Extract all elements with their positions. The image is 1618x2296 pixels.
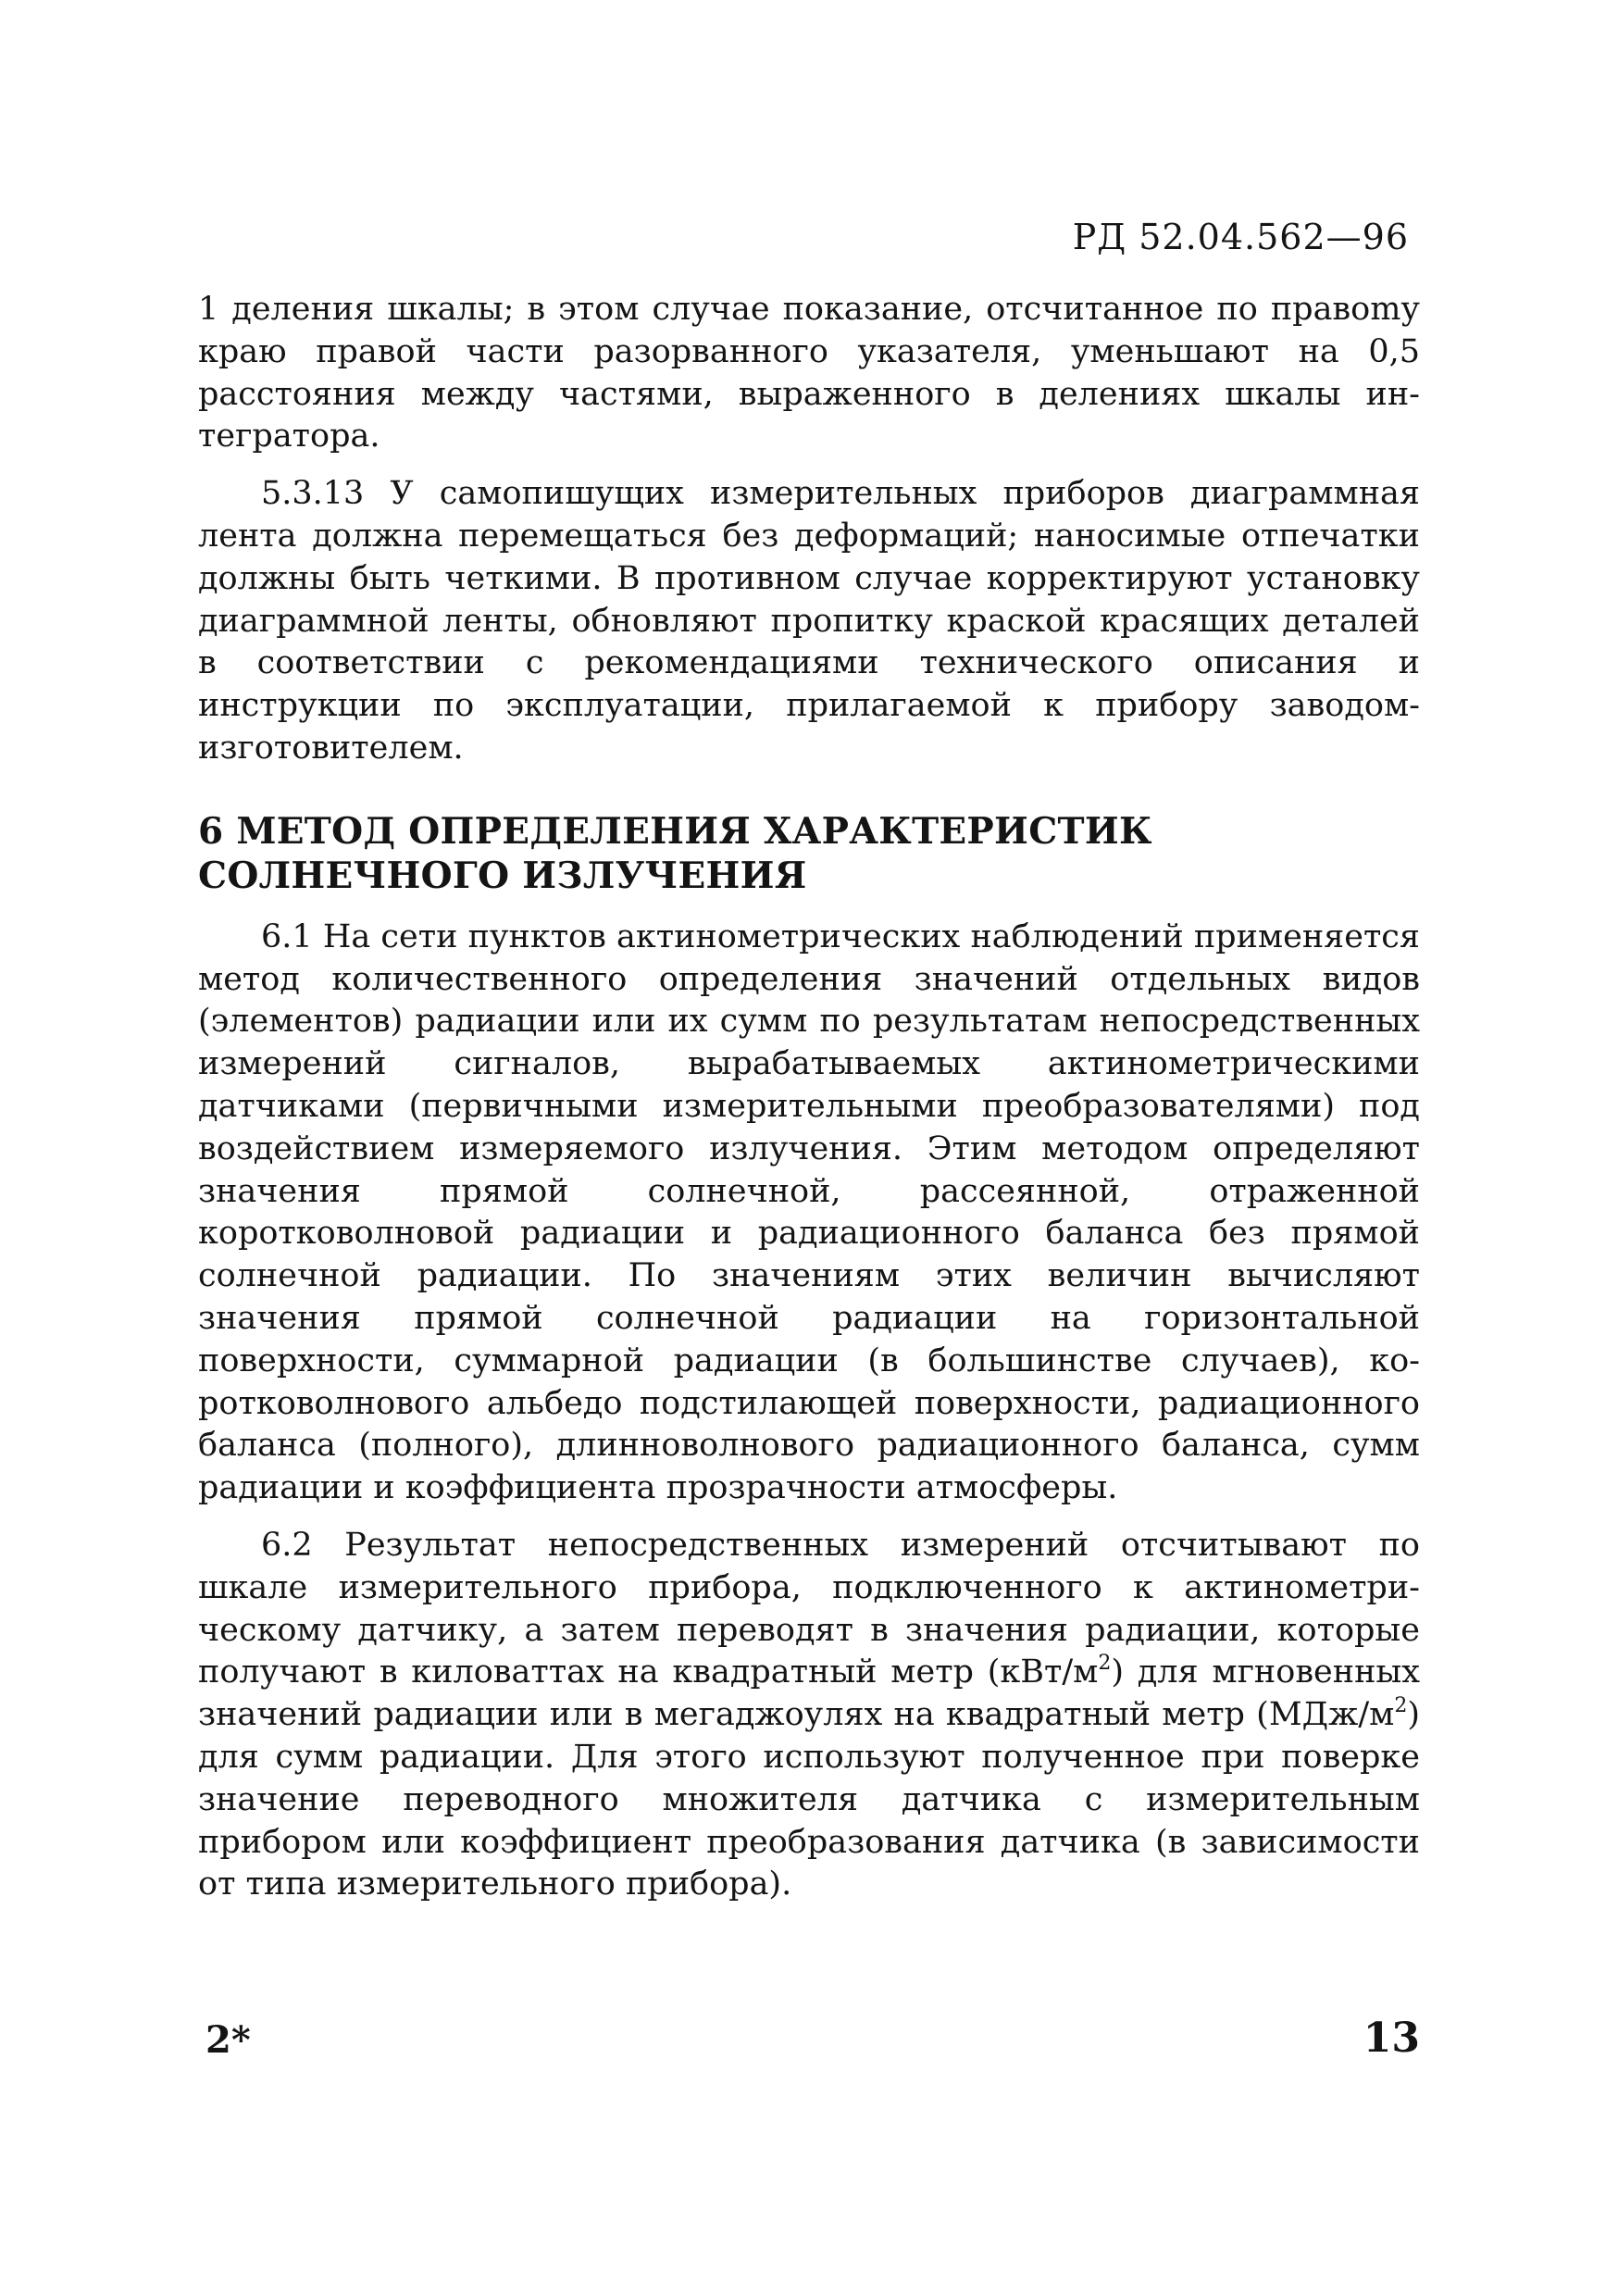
signature-mark: 2*	[205, 2018, 251, 2062]
document-code: РД 52.04.562—96	[1072, 217, 1409, 257]
paragraph-6-2-part-2: ) для мгновенных значений радиации или в мегаджоулях на квадратный метр (МДж/м	[198, 1653, 1420, 1734]
paragraph-6-2	[198, 1525, 1420, 1906]
superscript-square-1: 2	[1098, 1652, 1112, 1676]
paragraph-6-1: 6.1 На сети пунктов актинометрических наблюдений применяется метод количественного определения значений отдельных видов (элементов) радиации или их сумм по результатам непосредственных измерений сигналов, вырабатываемых актинометрическими датчиками (первичными измерительными преобразователями) под воздействием измеряемого излучения. Этим методом определяют значения прямой солнечной, рассеянной, отраженной коротковолновой радиации и радиационного баланса без прямой солнечной радиации. По значениям этих величин вычисляют значения прямой солнечной радиации на горизонтальной поверхности, суммарной радиации (в большинстве случаев), коротковолнового альбедо подстилающей поверхности, радиационного баланса (полного), длинноволнового радиационного баланса, сумм радиации и коэффициента прозрачности атмосферы.	[198, 917, 1420, 1507]
paragraph-6-2-part-1: 6.2 Результат непосредственных измерений отсчитывают по шкале измерительного прибора, подключенного к актинометрическому датчику, а затем переводят в значения радиации, которые получают в киловаттах на квадратный метр (кВт/м	[198, 1526, 1420, 1691]
superscript-square-2: 2	[1394, 1694, 1408, 1718]
paragraph-continuation: 1 деления шкалы; в этом случае показание, отсчитанное по правоmу краю правой части разорванного указателя, уменьшают на 0,5 расстояния между частями, выраженного в делениях шкалы интегратора.	[198, 291, 1420, 455]
section-6-heading	[198, 809, 1420, 898]
paragraph-6-2-part-3: ) для сумм радиации. Для этого используют полученное при поверке значение переводного множителя датчика с измерительным прибором или коэффициент преобразования датчика (в зависимости от типа измерительного прибора).	[198, 1696, 1420, 1903]
page-body	[198, 289, 1420, 1921]
page-number: 13	[1363, 2015, 1420, 2062]
section-6-heading-line-2: СОЛНЕЧНОГО ИЗЛУЧЕНИЯ	[198, 854, 807, 897]
paragraph-5-3-13: 5.3.13 У самопишущих измерительных приборов диаграммная лента должна перемещаться без деформаций; наносимые отпечатки должны быть четкими. В противном случае корректируют установку диаграммной ленты, обновляют пропитку краской красящих деталей в соответствии с рекомендациями технического описания и инструкции по эксплуатации, прилагаемой к прибору заводом-изготовителем.	[198, 475, 1420, 767]
section-6-heading-line-1: 6 МЕТОД ОПРЕДЕЛЕНИЯ ХАРАКТЕРИСТИК	[198, 809, 1152, 853]
